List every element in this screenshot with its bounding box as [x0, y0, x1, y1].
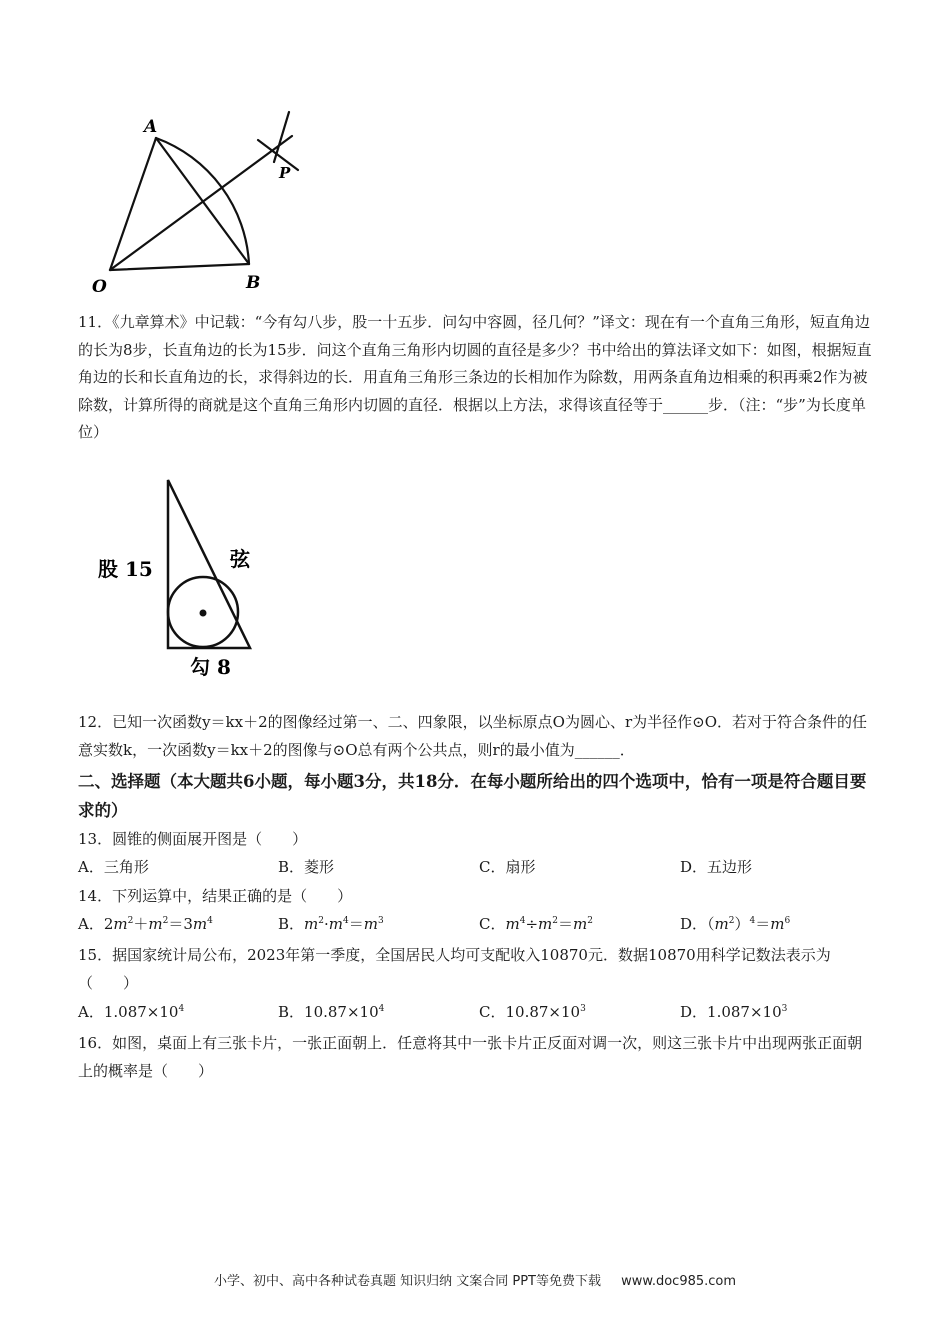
question-14-stem: 14．下列运算中，结果正确的是（ ）: [78, 887, 353, 905]
hypotenuse-label: 弦: [230, 547, 250, 571]
segment-oa: [110, 138, 156, 270]
q14-option-b: B．$m^2\cdot m^4=m^3$: [278, 915, 384, 933]
arc-mark-1: [258, 140, 298, 170]
q13-option-c: C．扇形: [479, 858, 536, 876]
question-11: 11．《九章算术》中记载：“今有勾八步，股一十五步．问勾中容圆，径几何？”译文：现在有一个直角三角形，短直角边的长为8步，长直角边的长为15步．问这个直角三角形内切圆的直径是多少？书中给出的算法译文如下：如图，根据短直角边的长和长直角边的长，求得斜边的长．用直角三角形三条边的长相加作为除数，用两条直角边相乘的积再乘2作为被除数，计算所得的商就是这个直角三角形内切圆的直径．根据以上方法，求得该直径等于______步．（注：“步”为长度单位）: [78, 313, 872, 441]
q15-option-b: B．$10.87\times 10^4$: [278, 1003, 385, 1021]
section-2-heading: 二、选择题（本大题共6小题，每小题3分，共18分．在每小题所给出的四个选项中，恰有一项是符合题目要求的）: [78, 772, 867, 820]
q13-option-a: A．三角形: [78, 858, 149, 876]
segment-ob: [110, 264, 249, 270]
right-triangle-figure: [90, 470, 290, 685]
question-12: 12．已知一次函数y＝kx＋2的图像经过第一、二、四象限，以坐标原点O为圆心、r为半径作⊙O．若对于符合条件的任意实数k，一次函数y＝kx＋2的图像与⊙O总有两个公共点，则r的最小值为______．: [78, 713, 867, 759]
leg-label: 股 15: [98, 557, 153, 581]
q13-option-d: D．五边形: [680, 858, 753, 876]
question-13-stem: 13．圆锥的侧面展开图是（ ）: [78, 830, 308, 848]
q15-option-d: D．$1.087\times 10^3$: [680, 1003, 788, 1021]
q15-option-a: A．$1.087\times 10^4$: [78, 1003, 185, 1021]
footer: [0, 1270, 950, 1289]
q14-option-a: A．$2m^2+m^2=3m^4$: [78, 915, 213, 933]
q13-option-b: B．菱形: [278, 858, 335, 876]
construction-figure: [84, 100, 334, 300]
q14-option-d: D．$(m^2)^4=m^6$: [680, 915, 791, 933]
footer-url[interactable]: www.doc985.com: [621, 1274, 737, 1289]
question-15: 15．据国家统计局公布，2023年第一季度，全国居民人均可支配收入10870元．数据10870用科学记数法表示为（ ）: [78, 946, 831, 992]
ray-op: [110, 136, 292, 270]
label-o: O: [92, 277, 107, 297]
label-b: B: [246, 273, 261, 293]
footer-text: 小学、初中、高中各种试卷真题 知识归纳 文案合同 PPT等免费下载: [213, 1274, 601, 1289]
base-label: 勾 8: [190, 655, 231, 679]
q15-option-c: C．$10.87\times 10^3$: [479, 1003, 586, 1021]
incircle-center: [200, 610, 207, 617]
label-a: A: [144, 117, 158, 137]
label-p: P: [279, 164, 291, 182]
question-16: 16．如图，桌面上有三张卡片，一张正面朝上．任意将其中一张卡片正反面对调一次，则这三张卡片中出现两张正面朝上的概率是（ ）: [78, 1034, 863, 1080]
arc-mark-2: [274, 112, 289, 162]
q14-option-c: C．$m^4\div m^2=m^2$: [479, 915, 593, 933]
